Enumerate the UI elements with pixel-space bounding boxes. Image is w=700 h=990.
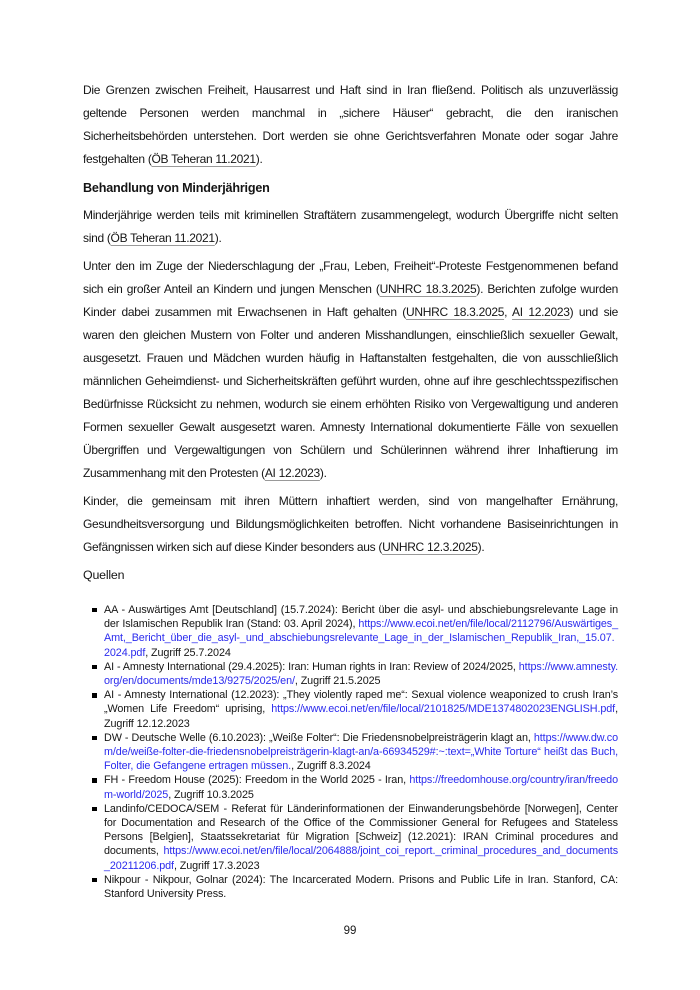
paragraph (83, 79, 618, 171)
text-run: Die Grenzen zwischen Freiheit, Hausarrest und Haft sind in Iran fließend. Politisch als unzuverlässig geltende Personen werden manchmal in „sichere Häuser“ gebracht, die den iranischen Sicherheitsbehörden unterstehen. Dort werden sie ohne Gerichtsverfahren Monate oder sogar Jahre festgehalten ( (83, 83, 618, 166)
text-run: FH - Freedom House (2025): Freedom in the World 2025 - Iran, (104, 774, 410, 787)
text-run: , Zugriff 17.3.2023 (173, 859, 260, 872)
external-link[interactable]: https://www.dw.com/de/weiße-folter-die-friedensnobelpreisträgerin-klagt-an/a-66934529#:~:text=„White Torture“ heißt das Buch,Folter, die Gefangene ertragen müssen. (104, 731, 618, 773)
text-run: , Zugriff 12.12.2023 (104, 703, 618, 730)
text-run: , Zugriff 8.3.2024 (291, 760, 371, 773)
text-run: AI - Amnesty International (29.4.2025): Iran: Human rights in Iran: Review of 2024/2025, (104, 660, 519, 673)
text-run: AA - Auswärtiges Amt [Deutschland] (15.7.2024): Bericht über die asyl- und abschiebungsrelevante Lage in der Islamischen Republik Iran (Stand: 03. April 2024), (104, 604, 618, 631)
page-number: 99 (343, 925, 357, 937)
section-heading: Behandlung von Minderjährigen (83, 181, 270, 195)
text-run: AI - Amnesty International (12.2023): „They violently raped me“: Sexual violence weaponized to crush Iran’s „Women Life Freedom“ uprising, (104, 689, 618, 716)
source-item (83, 731, 618, 774)
external-link[interactable]: https://www.ecoi.net/en/file/local/2101825/MDE1374802023ENGLISH.pdf (271, 703, 616, 716)
external-link[interactable]: https://freedomhouse.org/country/iran/freedom-world/2025 (104, 774, 618, 801)
external-link[interactable]: https://www.ecoi.net/en/file/local/2112796/Auswärtiges_Amt,_Bericht_über_die_asyl-_und_abschiebungsrelevante_Lage_in_der_Islamischen_Republik_Iran,_15.07.2024.pdf (104, 618, 618, 659)
paragraph (83, 204, 618, 250)
text-run: , (504, 305, 513, 319)
text-run: Minderjährige werden teils mit kriminellen Straftätern zusammengelegt, wodurch Übergriffe nicht selten sind ( (83, 208, 618, 245)
citation-link[interactable]: UNHRC 18.3.2025 (379, 282, 477, 296)
source-item (83, 660, 618, 688)
bullet-square-icon (92, 608, 97, 613)
bullet-square-icon (92, 878, 97, 883)
citation-link[interactable]: UNHRC 12.3.2025 (382, 540, 478, 554)
paragraph (83, 255, 618, 485)
sources-label: Quellen (83, 568, 125, 582)
text-run: ). (214, 231, 222, 245)
text-run: , Zugriff 10.3.2025 (168, 788, 254, 801)
text-run: , Zugriff 21.5.2025 (294, 675, 381, 688)
citation-link[interactable]: ÖB Teheran 11.2021 (110, 231, 215, 245)
source-item (83, 873, 618, 901)
external-link[interactable]: https://www.ecoi.net/en/file/local/2064888/joint_coi_report._criminal_procedures_and_documents_20211206.pdf (104, 845, 618, 872)
text-run: ) und sie waren den gleichen Mustern von Folter und anderen Misshandlungen, einschließlich sexueller Gewalt, ausgesetzt. Frauen und Mädchen wurden häufig in Haftanstalten festgehalten, die von ausschließlich männlichen Geheimdienst- und Sicherheitskräften geführt wurden, ohne auf ihre geschlechtsspezifischen Bedürfnisse Rücksicht zu nehmen, wodurch sie einem erhöhten Risiko von Vergewaltigung und anderen Formen sexueller Gewalt ausgesetzt waren. Amnesty International dokumentierte Fälle von sexuellen Übergriffen und Vergewaltigungen von Schülern und Schülerinnen während ihrer Inhaftierung im Zusammenhang mit den Protesten ( (83, 305, 619, 480)
source-item (83, 802, 618, 873)
text-run: ). Berichten zufolge wurden Kinder dabei zusammen mit Erwachsenen in Haft gehalten ( (83, 282, 618, 319)
citation-link[interactable]: ÖB Teheran 11.2021 (151, 152, 256, 166)
text-run: Unter den im Zuge der Niederschlagung der „Frau, Leben, Freiheit“-Proteste Festgenommenen befand sich ein großer Anteil an Kindern und jungen Menschen ( (83, 259, 618, 296)
text-run: Nikpour - Nikpour, Golnar (2024): The Incarcerated Modern. Prisons and Public Life in Iran. Stanford, CA: Stanford University Press. (104, 873, 618, 901)
citation-link[interactable]: AI 12.2023 (512, 305, 570, 319)
citation-link[interactable]: AI 12.2023 (264, 466, 320, 480)
text-run: Kinder, die gemeinsam mit ihren Müttern inhaftiert werden, sind von mangelhafter Ernährung, Gesundheitsversorgung und Bildungsmöglichkeiten betroffen. Nicht vorhandene Basiseinrichtungen in Gefängnissen wirken sich auf diese Kinder besonders aus ( (83, 494, 618, 554)
bullet-square-icon (92, 778, 97, 783)
sources-list (83, 603, 618, 901)
bullet-square-icon (92, 807, 97, 812)
source-item (83, 603, 618, 660)
text-run: , Zugriff 25.7.2024 (145, 646, 231, 659)
bullet-square-icon (92, 693, 97, 698)
text-run: DW - Deutsche Welle (6.10.2023): „Weiße Folter“: Die Friedensnobelpreisträgerin klagt an, (104, 731, 534, 744)
bullet-square-icon (92, 736, 97, 741)
paragraph (83, 490, 618, 559)
source-item (83, 688, 618, 731)
text-run: ). (477, 540, 485, 554)
citation-link[interactable]: UNHRC 18.3.2025 (405, 305, 505, 319)
text-run: ). (255, 152, 263, 166)
document-content (83, 79, 618, 901)
text-run: ). (319, 466, 327, 480)
bullet-square-icon (92, 665, 97, 670)
text-run: Landinfo/CEDOCA/SEM - Referat für Länderinformationen der Einwanderungsbehörde [Norwegen], Center for Documentation and Research of the Office of the Commissioner General for Refugees and Stateless Persons [Belgien], Staatssekretariat für Migration [Schweiz] (12.2021): IRAN Criminal procedures and documents, (104, 802, 618, 858)
source-item (83, 773, 618, 801)
external-link[interactable]: https://www.amnesty.org/en/documents/mde13/9275/2025/en/ (104, 660, 618, 688)
